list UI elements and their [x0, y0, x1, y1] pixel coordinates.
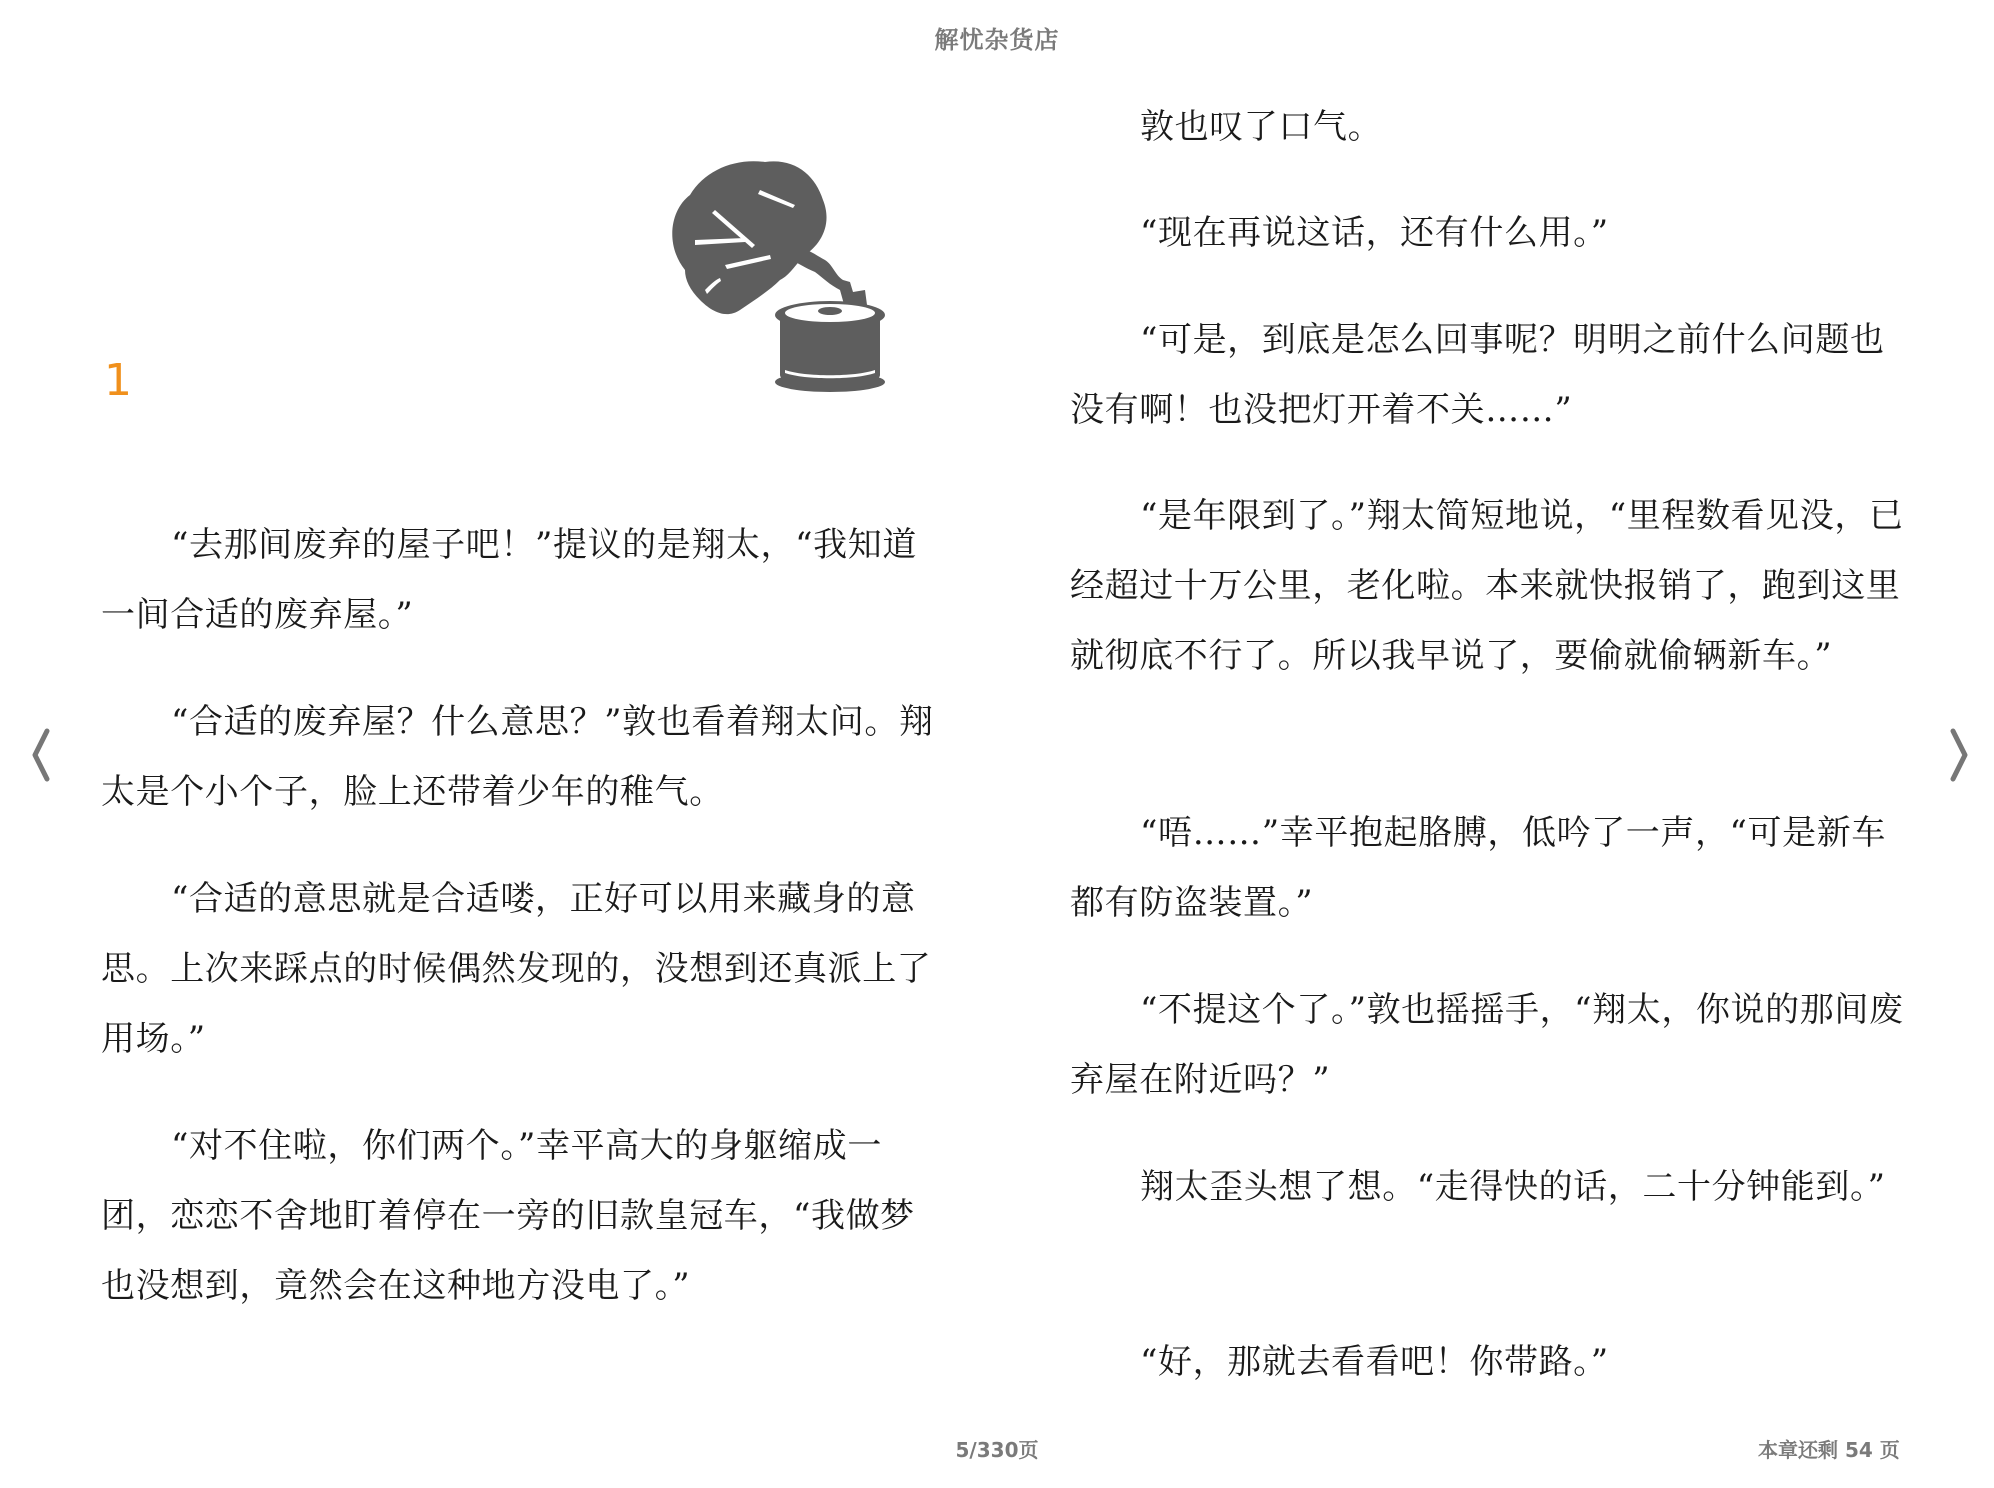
chapter-number: 1 — [104, 355, 132, 406]
paragraph: 敦也叹了口气。 — [1140, 107, 1383, 147]
page-indicator: 5/330页 — [955, 1438, 1039, 1462]
paragraph: “合适的废弃屋？什么意思？”敦也看着翔太问。翔太是个小个子，脸上还带着少年的稚气。 — [101, 702, 934, 812]
paragraph: 翔太歪头想了想。“走得快的话，二十分钟能到。” — [1140, 1167, 1886, 1207]
paragraph: “去那间废弃的屋子吧！”提议的是翔太，“我知道一间合适的废弃屋。” — [101, 525, 917, 635]
paragraph: “是年限到了。”翔太简短地说，“里程数看见没，已经超过十万公里，老化啦。本来就快报销了，跑到这里就彻底不行了。所以我早说了，要偷就偷辆新车。” — [1070, 496, 1904, 676]
gramophone-illustration — [655, 150, 915, 400]
chevron-left-icon — [25, 725, 55, 785]
paragraph: “好，那就去看看吧！你带路。” — [1140, 1342, 1609, 1382]
paragraph: “对不住啦，你们两个。”幸平高大的身躯缩成一团，恋恋不舍地盯着停在一旁的旧款皇冠车，“我做梦也没想到，竟然会在这种地方没电了。” — [101, 1126, 915, 1306]
paragraph: “可是，到底是怎么回事呢？明明之前什么问题也没有啊！也没把灯开着不关……” — [1070, 320, 1885, 430]
chevron-right-icon — [1945, 725, 1975, 785]
paragraph: “不提这个了。”敦也摇摇手，“翔太，你说的那间废弃屋在附近吗？” — [1070, 990, 1904, 1100]
book-title: 解忧杂货店 — [934, 26, 1060, 54]
previous-page-button[interactable] — [25, 725, 55, 785]
next-page-button[interactable] — [1945, 725, 1975, 785]
paragraph: “唔……”幸平抱起胳膊，低吟了一声，“可是新车都有防盗装置。” — [1070, 813, 1886, 923]
paragraph: “现在再说这话，还有什么用。” — [1140, 213, 1609, 253]
chapter-remaining-pages: 本章还剩 54 页 — [1758, 1438, 1900, 1462]
paragraph: “合适的意思就是合适喽，正好可以用来藏身的意思。上次来踩点的时候偶然发现的，没想到还真派上了用场。” — [101, 879, 932, 1059]
